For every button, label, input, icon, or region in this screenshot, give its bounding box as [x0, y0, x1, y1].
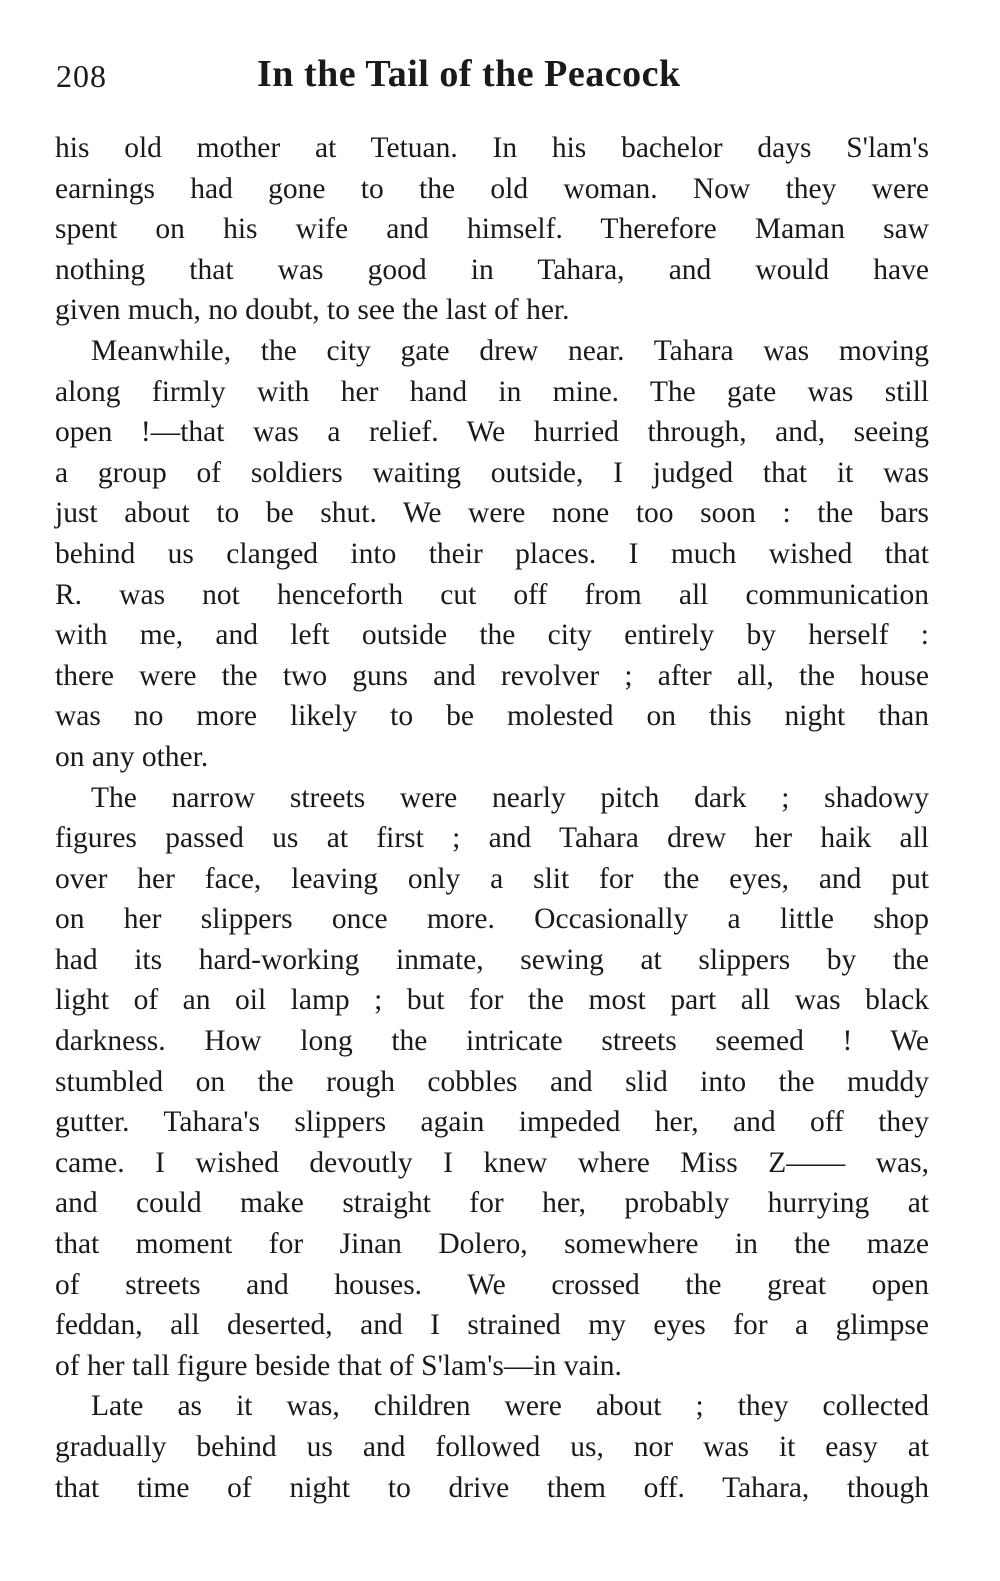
text-line: R. was not henceforth cut off from all communication: [55, 578, 929, 611]
running-title: In the Tail of the Peacock: [257, 53, 681, 95]
text-line: gradually behind us and followed us, nor was it easy at: [55, 1431, 929, 1463]
text-line: over her face, leaving only a slit for the eyes, and put: [55, 862, 929, 895]
text-line: was no more likely to be molested on this night than: [55, 700, 929, 733]
text-line: nothing that was good in Tahara, and would have: [55, 253, 929, 286]
text-line: feddan, all deserted, and I strained my eyes for a glimpse: [55, 1309, 929, 1342]
text-line: on her slippers once more. Occasionally a little shop: [55, 903, 929, 936]
text-line: came. I wished devoutly I knew where Miss Z—— was,: [55, 1146, 929, 1179]
text-line: and could make straight for her, probably hurrying at: [55, 1187, 929, 1220]
text-line: light of an oil lamp ; but for the most part all was black: [55, 984, 929, 1017]
text-line: a group of soldiers waiting outside, I judged that it was: [55, 456, 929, 489]
text-line: The narrow streets were nearly pitch dark ; shadowy: [91, 781, 929, 814]
page-number: 208: [56, 58, 107, 94]
text-line: stumbled on the rough cobbles and slid into the muddy: [55, 1065, 929, 1098]
text-line: darkness. How long the intricate streets seemed ! We: [55, 1025, 929, 1058]
text-line: earnings had gone to the old woman. Now they were: [55, 172, 929, 205]
body-text: [55, 128, 929, 1508]
text-line: Late as it was, children were about ; they collected: [91, 1390, 929, 1423]
text-line: of her tall figure beside that of S'lam's—in vain.: [55, 1349, 622, 1382]
text-line: along firmly with her hand in mine. The gate was still: [55, 375, 929, 408]
text-line: with me, and left outside the city entirely by herself :: [55, 619, 929, 652]
running-head: [52, 52, 932, 100]
text-line: had its hard-working inmate, sewing at slippers by the: [55, 943, 929, 976]
text-line: there were the two guns and revolver ; after all, the house: [55, 659, 929, 692]
text-line: of streets and houses. We crossed the great open: [55, 1268, 929, 1301]
text-line: figures passed us at first ; and Tahara drew her haik all: [55, 822, 929, 855]
text-line: open !—that was a relief. We hurried through, and, seeing: [55, 416, 929, 449]
text-line: that moment for Jinan Dolero, somewhere in the maze: [55, 1228, 929, 1261]
text-line: on any other.: [55, 740, 209, 773]
text-line: spent on his wife and himself. Therefore Maman saw: [55, 213, 929, 246]
text-line: just about to be shut. We were none too soon : the bars: [55, 497, 929, 530]
text-line: Meanwhile, the city gate drew near. Tahara was moving: [91, 334, 929, 367]
text-line: that time of night to drive them off. Tahara, though: [55, 1471, 929, 1504]
text-line: behind us clanged into their places. I much wished that: [55, 537, 929, 570]
text-line: gutter. Tahara's slippers again impeded her, and off they: [55, 1106, 929, 1139]
text-line: given much, no doubt, to see the last of her.: [55, 294, 570, 327]
text-line: his old mother at Tetuan. In his bachelor days S'lam's: [55, 132, 929, 164]
